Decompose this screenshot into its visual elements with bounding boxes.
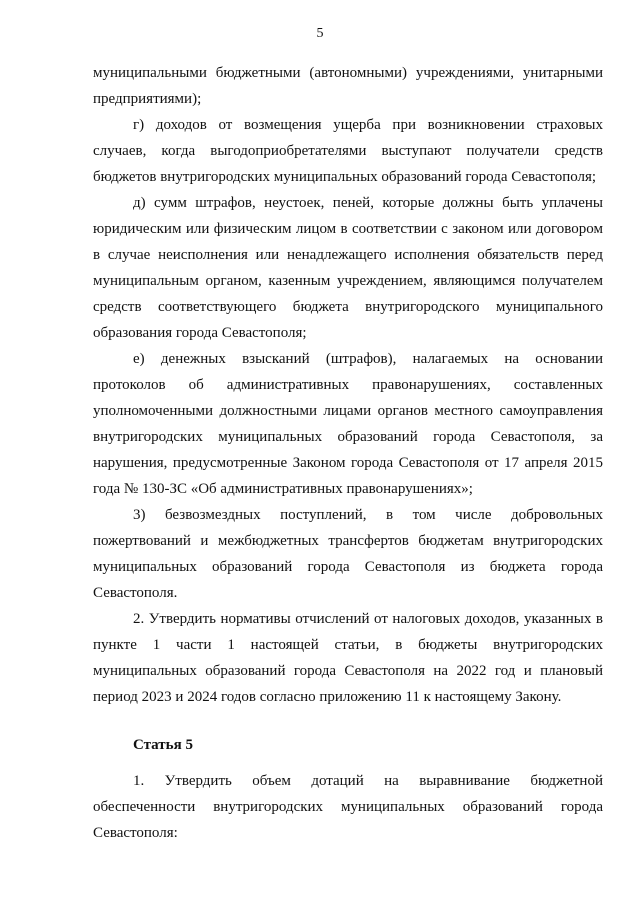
paragraph-item-d: д) сумм штрафов, неустоек, пеней, которые должны быть уплачены юридическим или физическим лицом в соответствии с законом или договором в случае неисполнения или ненадлежащего исполнения обязательств перед муниципальным органом, казенным учреждением, являющимся получателем средств соответствующего бюджета внутригородского муниципального образования города Севастополя;: [93, 195, 603, 341]
paragraph-item-g: г) доходов от возмещения ущерба при возникновении страховых случаев, когда выгодоприобретателями выступают получатели средств бюджетов внутригородских муниципальных образований города Севастополя;: [93, 117, 603, 185]
article-heading: Статья 5: [133, 737, 193, 753]
document-body: [93, 60, 603, 846]
paragraph-item-e: е) денежных взысканий (штрафов), налагаемых на основании протоколов об административных правонарушениях, составленных уполномоченными должностными лицами органов местного самоуправления внутригородских муниципальных образований города Севастополя, за нарушения, предусмотренные Законом города Севастополя от 17 апреля 2015 года № 130-ЗС «Об административных правонарушениях»;: [93, 351, 603, 497]
paragraph-continuation: муниципальными бюджетными (автономными) учреждениями, унитарными предприятиями);: [93, 65, 603, 107]
article-paragraph: 1. Утвердить объем дотаций на выравнивание бюджетной обеспеченности внутригородских муниципальных образований города Севастополя:: [93, 773, 603, 841]
paragraph-part-2: 2. Утвердить нормативы отчислений от налоговых доходов, указанных в пункте 1 части 1 настоящей статьи, в бюджеты внутригородских муниципальных образований города Севастополя на 2022 год и плановый период 2023 и 2024 годов согласно приложению 11 к настоящему Закону.: [93, 611, 603, 705]
paragraph-item-3: 3) безвозмездных поступлений, в том числе добровольных пожертвований и межбюджетных трансфертов бюджетам внутригородских муниципальных образований города Севастополя из бюджета города Севастополя.: [93, 507, 603, 601]
page-number: 5: [316, 26, 324, 41]
